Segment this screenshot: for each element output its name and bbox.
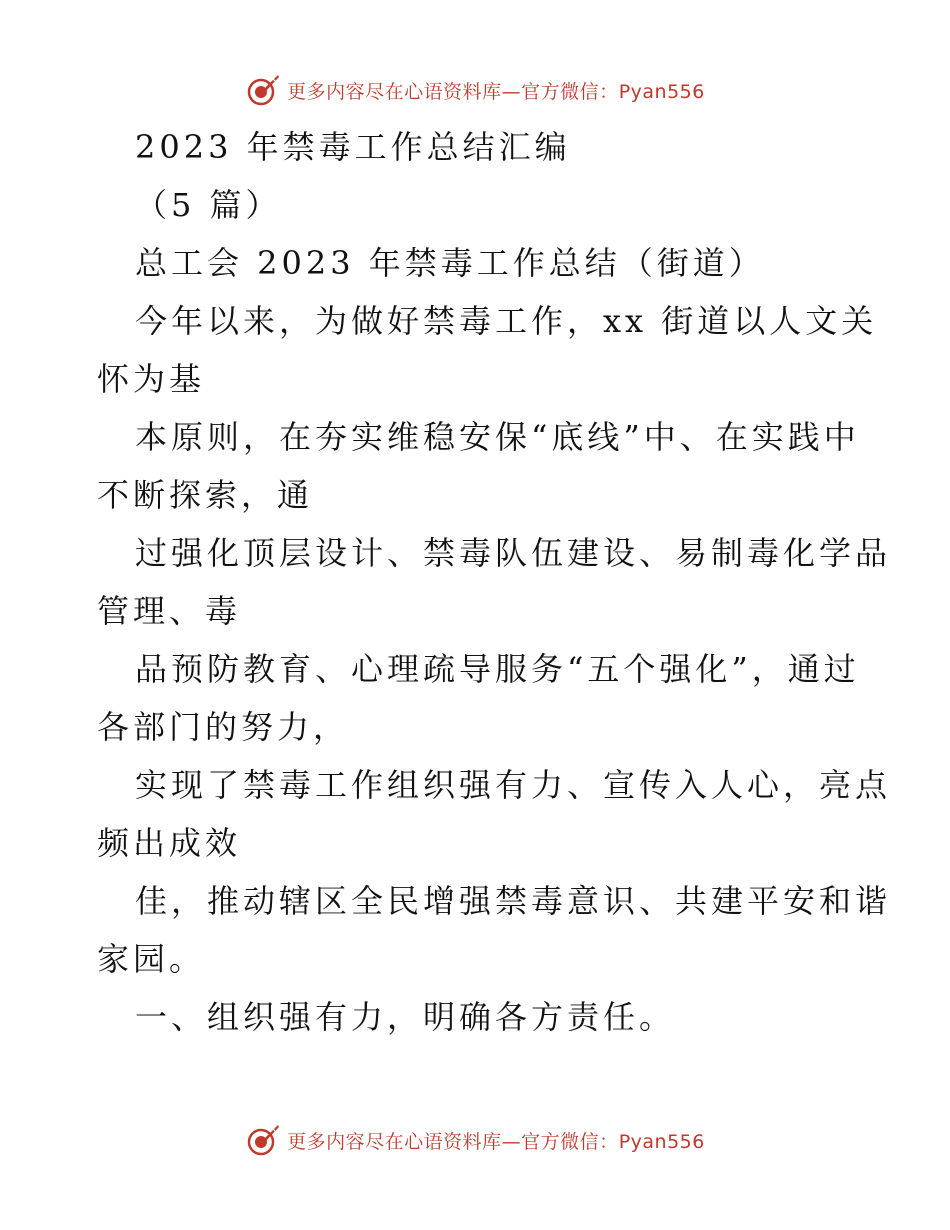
header-banner [0,70,950,110]
paragraph-line: 佳，推动辖区全民增强禁毒意识、共建平安和谐 [135,882,892,920]
quill-seal-icon [245,1122,281,1158]
banner-main-text: 更多内容尽在心语资料库 [287,1130,502,1153]
paragraph-line: 不断探索，通 [97,476,314,514]
paragraph-line: 各部门的努力， [97,708,350,746]
banner-wechat-id: Pyan556 [618,80,705,103]
banner-wechat-id: Pyan556 [618,1130,705,1153]
banner-wechat-label: 官方微信： [521,1130,619,1153]
paragraph-line: 怀为基 [97,360,206,398]
paragraph-line: 今年以来，为做好禁毒工作，xx 街道以人文关 [135,302,878,340]
banner-wechat-label: 官方微信： [521,80,619,103]
document-body [97,118,892,1046]
paragraph-line: 管理、毒 [97,592,242,630]
paragraph-line: 频出成效 [97,824,242,862]
paragraph-line: 本原则，在夯实维稳安保“底线”中、在实践中 [135,418,860,456]
quill-seal-icon [245,72,281,108]
paragraph-line: 实现了禁毒工作组织强有力、宣传入人心，亮点 [135,766,892,804]
paragraph-line: 品预防教育、心理疏导服务“五个强化”，通过 [135,650,860,688]
doc-subtitle: （5 篇） [135,186,282,224]
banner-dash: — [501,1130,522,1153]
footer-banner [0,1120,950,1160]
subsection-heading: 一、组织强有力，明确各方责任。 [135,998,676,1036]
banner-dash: — [501,80,522,103]
banner-main-text: 更多内容尽在心语资料库 [287,80,502,103]
paragraph-line: 家园。 [97,940,206,978]
doc-title: 2023 年禁毒工作总结汇编 [135,128,571,166]
section-heading: 总工会 2023 年禁毒工作总结（街道） [135,244,765,282]
paragraph-line: 过强化顶层设计、禁毒队伍建设、易制毒化学品 [135,534,892,572]
